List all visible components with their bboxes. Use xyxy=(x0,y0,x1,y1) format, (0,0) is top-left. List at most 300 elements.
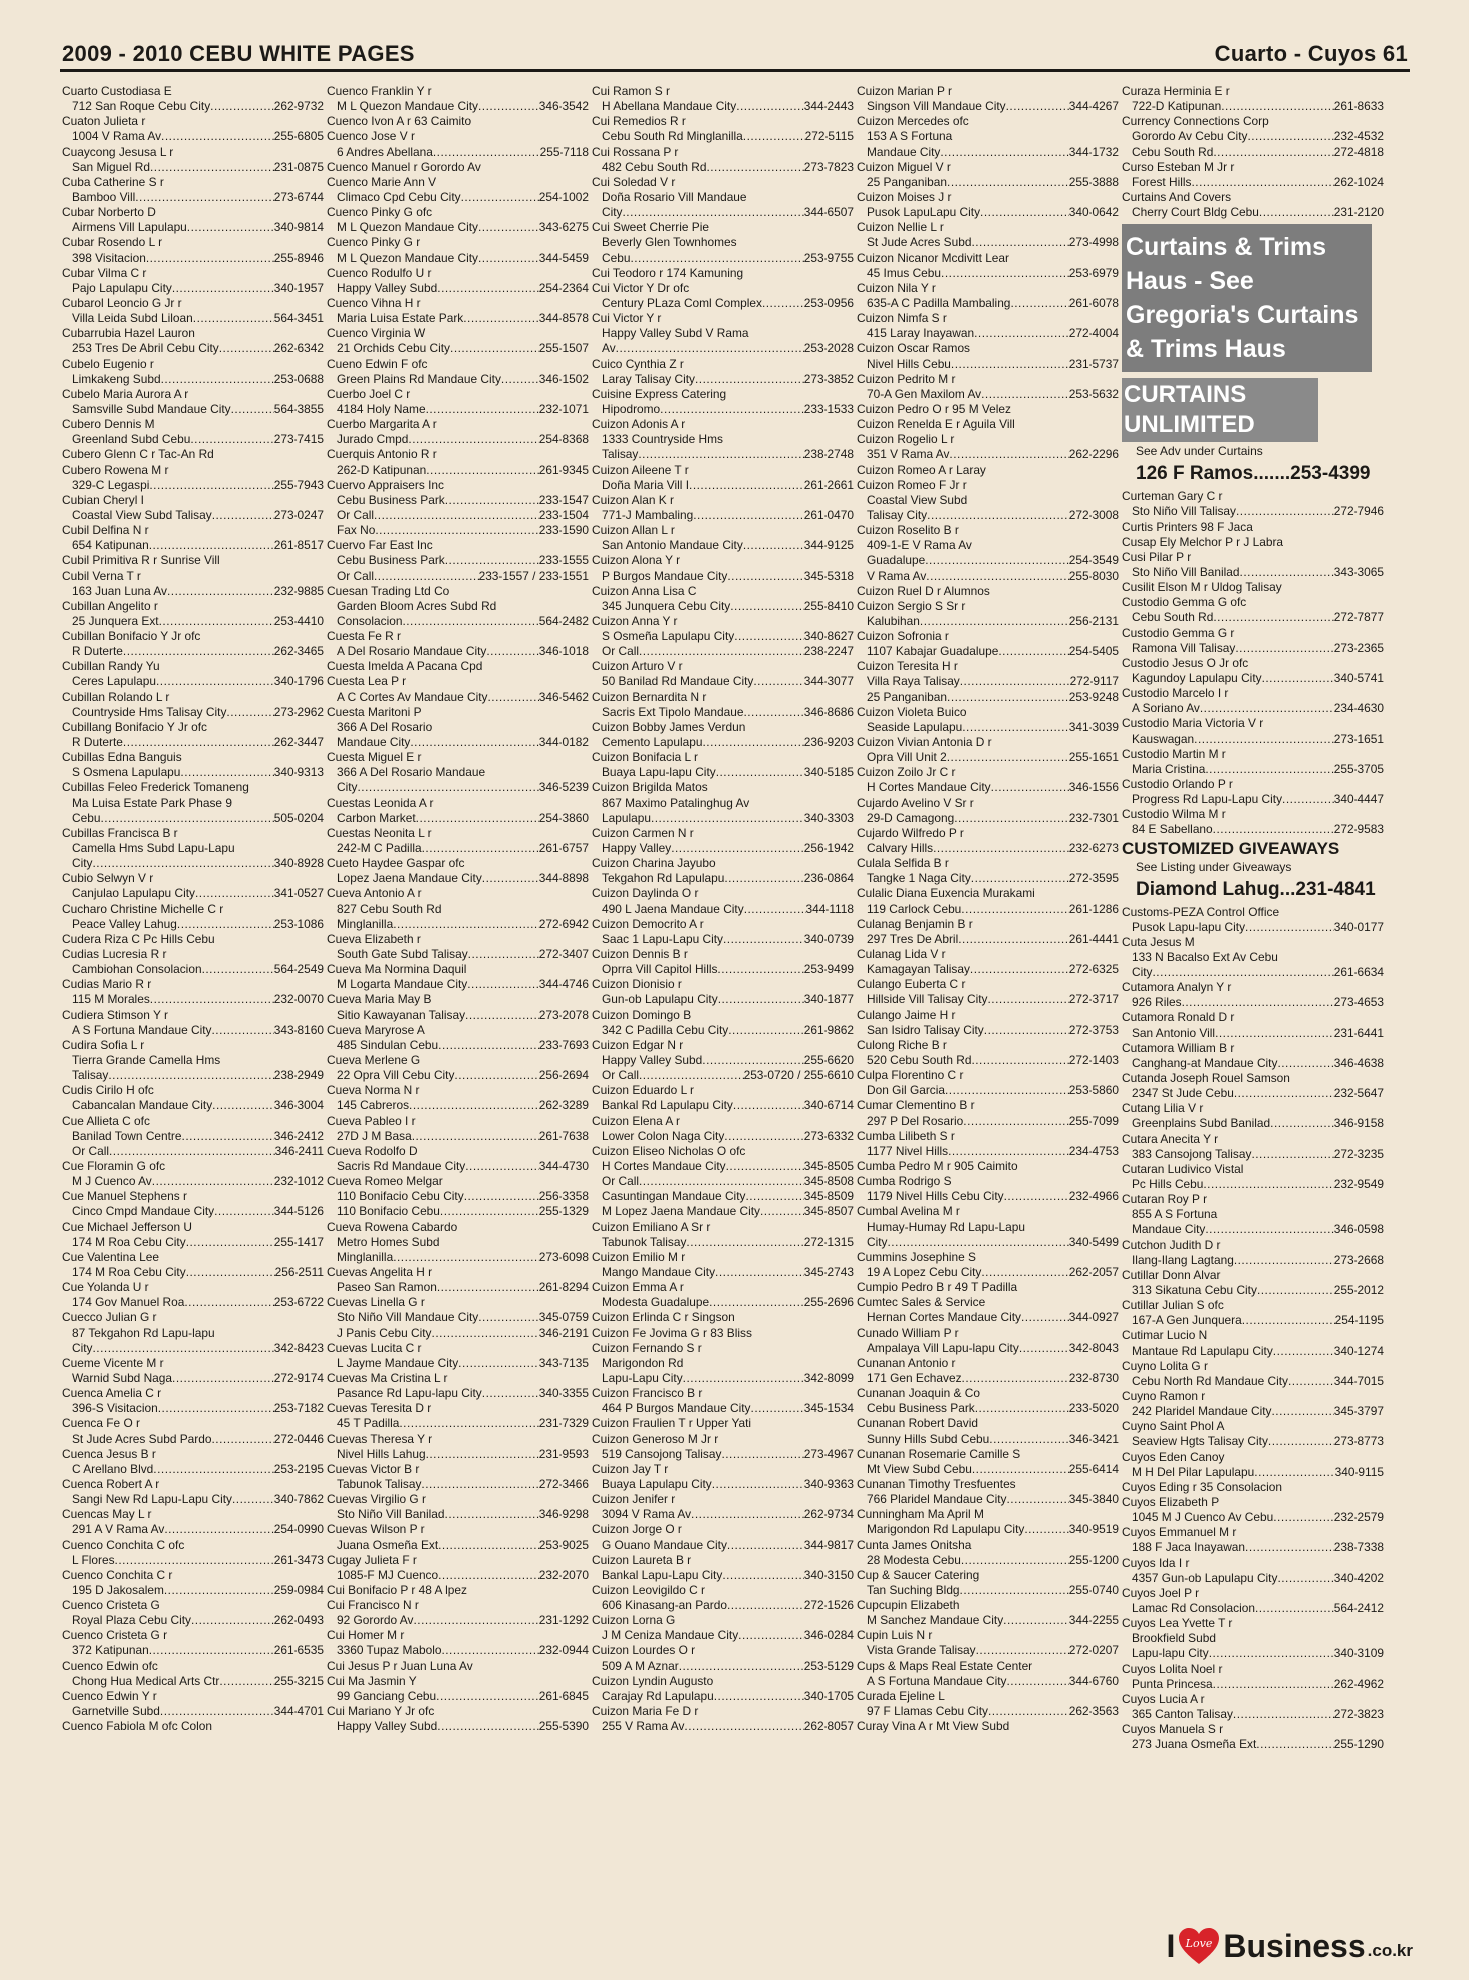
listing-name: Cuenco Cristeta G r xyxy=(62,1628,168,1643)
listing-name: Cutillar Donn Alvar xyxy=(1122,1267,1221,1282)
listing-phone: 340-9519 xyxy=(1068,1522,1119,1537)
listing-address-phone xyxy=(327,251,589,266)
listing-address-phone xyxy=(857,674,1119,689)
dot-leader xyxy=(926,569,1068,584)
listing-address-phone xyxy=(327,1204,589,1219)
listing-address-phone xyxy=(327,1477,589,1492)
listing-address-phone xyxy=(592,447,854,462)
listing-name: Cugay Julieta F r xyxy=(327,1552,417,1567)
listing-address: 4357 Gun-ob Lapulapu City xyxy=(1132,1570,1278,1585)
logo-love-text: Love xyxy=(1186,1937,1213,1950)
listing-address-phone xyxy=(62,1204,324,1219)
curtains-unlimited-ad: CURTAINS UNLIMITED xyxy=(1122,378,1318,442)
listing-address: San Isidro Talisay City xyxy=(867,1022,984,1037)
listing-name: Cuizon Aileene T r xyxy=(592,462,689,477)
listing-name: Cudiera Stimson Y r xyxy=(62,1007,168,1022)
listing-name: Cuizon Edgar N r xyxy=(592,1037,684,1052)
dot-leader xyxy=(961,1553,1069,1568)
dot-leader xyxy=(760,1204,804,1219)
listing-name: Cuaton Julieta r xyxy=(62,114,146,129)
listing-name: Cumar Clementino B r xyxy=(857,1098,975,1113)
listing-address: Ma Luisa Estate Park Phase 9 xyxy=(72,795,232,810)
listing-address: R Duterte xyxy=(72,735,123,750)
listing-name: Cubillan Randy Yu xyxy=(62,659,160,674)
listing-name: Cubero Rowena M r xyxy=(62,462,169,477)
listing-phone: 255-0740 xyxy=(1068,1582,1119,1597)
listing-phone: 232-5647 xyxy=(1333,1086,1384,1101)
listing-phone: 261-6535 xyxy=(273,1643,324,1658)
dot-leader xyxy=(717,962,803,977)
dot-leader xyxy=(743,705,803,720)
listing-address: 50 Banilad Rd Mandaue City xyxy=(602,674,754,689)
dot-leader xyxy=(706,160,803,175)
listing-address: 366 A Del Rosario xyxy=(337,719,433,734)
dot-leader xyxy=(887,1235,1068,1250)
dot-leader xyxy=(684,1719,803,1734)
listing-name: Cuizon Jorge O r xyxy=(592,1522,682,1537)
listing-address-phone xyxy=(62,1129,324,1144)
listing-name: Cuyos Manuela S r xyxy=(1122,1722,1224,1737)
listing-phone: 346-2411 xyxy=(274,1143,324,1158)
listing-phone: 253-5129 xyxy=(803,1658,854,1673)
listing-address-phone xyxy=(62,478,324,493)
listing-address-phone xyxy=(327,1159,589,1174)
listing-address-phone xyxy=(857,1114,1119,1129)
listing-address-phone xyxy=(327,614,589,629)
listing-address-phone xyxy=(857,508,1119,523)
listing-name: Cuyno Lolita G r xyxy=(1122,1358,1208,1373)
dot-leader xyxy=(1277,1056,1333,1071)
listing-phone: 344-2443 xyxy=(803,99,854,114)
listing-address-phone xyxy=(857,447,1119,462)
listing-address: Ramona Vill Talisay xyxy=(1132,640,1236,655)
listing-name: Cuizon Alan K r xyxy=(592,492,674,507)
dot-leader xyxy=(152,1174,274,1189)
listing-address-phone xyxy=(62,1674,324,1689)
dot-leader xyxy=(686,1235,803,1250)
listing-phone: 253-5632 xyxy=(1068,386,1119,401)
listing-phone: 273-7823 xyxy=(803,159,854,174)
listing-phone: 261-3473 xyxy=(273,1552,324,1567)
listing-name: Cudis Cirilo H ofc xyxy=(62,1083,154,1098)
listing-phone: 232-7301 xyxy=(1068,810,1119,825)
listing-address: Pc Hills Cebu xyxy=(1132,1177,1204,1192)
listing-phone: 253-0956 xyxy=(803,295,854,310)
listing-phone: 340-5741 xyxy=(1333,670,1384,685)
listing-phone: 272-3466 xyxy=(538,1476,589,1491)
listing-address: San Antonio Vill xyxy=(1132,1025,1216,1040)
dot-leader xyxy=(738,1628,804,1643)
listing-phone: 256-2131 xyxy=(1068,613,1119,628)
listing-address-phone xyxy=(327,372,589,387)
listing-address: Minglanilla xyxy=(337,916,394,931)
listing-name: Cui Homer M r xyxy=(327,1628,405,1643)
listing-address: Kalubihan xyxy=(867,613,920,628)
listing-name: Cudera Riza C Pc Hills Cebu xyxy=(62,931,215,946)
listing-phone: 234-4630 xyxy=(1333,701,1384,716)
listing-phone: 505-0204 xyxy=(273,810,324,825)
dot-leader xyxy=(733,1098,804,1113)
dot-leader xyxy=(1233,1707,1334,1722)
listing-address: 242-M C Padilla xyxy=(337,841,422,856)
listing-address-phone xyxy=(1122,1707,1384,1722)
listing-phone: 344-8898 xyxy=(538,871,589,886)
listing-address: 827 Cebu South Rd xyxy=(337,901,442,916)
listing-address: Jurado Cmpd xyxy=(337,432,409,447)
listing-phone: 253-9499 xyxy=(803,962,854,977)
listing-phone: 272-0446 xyxy=(273,1431,324,1446)
listing-phone: 261-2661 xyxy=(803,477,854,492)
listing-phone: 340-3109 xyxy=(1333,1646,1384,1661)
listing-address-phone xyxy=(62,1553,324,1568)
listing-address-phone xyxy=(327,1643,589,1658)
dot-leader xyxy=(1268,1434,1334,1449)
listing-phone: 255-3215 xyxy=(273,1673,324,1688)
listing-name: Custodio Gemma G r xyxy=(1122,625,1235,640)
listing-phone: 344-4730 xyxy=(538,1158,589,1173)
dot-leader xyxy=(1240,565,1334,580)
listing-phone: 261-0470 xyxy=(803,507,854,522)
listing-name: Cuyos Ida I r xyxy=(1122,1555,1190,1570)
dot-leader xyxy=(744,902,806,917)
listing-address: L Jayme Mandaue City xyxy=(337,1355,459,1370)
listing-name: Cubillang Bonifacio Y Jr ofc xyxy=(62,719,207,734)
listing-address: 45 Imus Cebu xyxy=(867,265,942,280)
listing-name: Cuenco Rodulfo U r xyxy=(327,265,432,280)
listing-address: Sto Niño Vill Talisay xyxy=(1132,504,1236,519)
listing-name: Cui Bonifacio P r 48 A lpez xyxy=(327,1582,467,1597)
listing-address: Vista Grande Talisay xyxy=(867,1643,976,1658)
listing-address: Cinco Cmpd Mandaue City xyxy=(72,1204,215,1219)
listing-name: Cuizon Democrito A r xyxy=(592,916,704,931)
listing-address-phone xyxy=(1122,1510,1384,1525)
listing-address: C Arellano Blvd xyxy=(72,1461,154,1476)
listing-phone: 232-1071 xyxy=(538,401,589,416)
dot-leader xyxy=(730,599,803,614)
listing-phone: 261-6757 xyxy=(538,841,589,856)
listing-address: 771-J Mambaling xyxy=(602,507,694,522)
listing-address: Peace Valley Lahug xyxy=(72,916,177,931)
listing-address: 855 A S Fortuna xyxy=(1132,1207,1218,1222)
listing-phone: 273-2078 xyxy=(538,1007,589,1022)
dot-leader xyxy=(123,735,274,750)
listing-address: Kagundoy Lapulapu City xyxy=(1132,670,1262,685)
listing-phone: 345-3840 xyxy=(1068,1492,1119,1507)
listing-address-phone xyxy=(327,190,589,205)
listing-name: Cuizon Violeta Buico xyxy=(857,704,967,719)
listing-address: Greenplains Subd Banilad xyxy=(1132,1116,1271,1131)
listing-name: Cuenco Cristeta G xyxy=(62,1598,160,1613)
listing-address: Marigondon Rd xyxy=(602,1355,684,1370)
dot-leader xyxy=(486,644,538,659)
dot-leader xyxy=(947,175,1069,190)
listing-phone: 344-0927 xyxy=(1068,1310,1119,1325)
listing-address: Kauswagan xyxy=(1132,731,1195,746)
listing-address: 174 M Roa Cebu City xyxy=(72,1234,186,1249)
listing-name: Cui Sweet Cherrie Pie xyxy=(592,220,709,235)
listing-name: Curay Vina A r Mt View Subd xyxy=(857,1719,1010,1734)
listing-name: Cueva Pableo I r xyxy=(327,1113,416,1128)
dot-leader xyxy=(1271,1404,1333,1419)
listing-address: Or Call xyxy=(602,1174,639,1189)
listing-address-phone xyxy=(857,1189,1119,1204)
listing-name: Cui Victor Y r xyxy=(592,311,662,326)
listing-address-phone xyxy=(327,977,589,992)
listing-phone: 232-4966 xyxy=(1068,1189,1119,1204)
listing-phone: 346-1556 xyxy=(1068,780,1119,795)
dot-leader xyxy=(1282,792,1334,807)
listing-name: Cuizon Jenifer r xyxy=(592,1492,676,1507)
listing-address: 25 Panganiban xyxy=(867,174,948,189)
listing-address: 21 Orchids Cebu City xyxy=(337,341,451,356)
listing-address: Tierra Grande Camella Hms xyxy=(72,1053,221,1067)
dot-leader xyxy=(482,1386,539,1401)
listing-phone: 254-3549 xyxy=(1068,553,1119,568)
listing-address-phone xyxy=(857,1341,1119,1356)
listing-phone: 346-3542 xyxy=(538,99,589,114)
listing-name: Culong Riche B r xyxy=(857,1037,947,1052)
listing-address-phone xyxy=(592,811,854,826)
listing-name: Cummins Josephine S xyxy=(857,1249,976,1264)
listing-name: Cuizon Fernando S r xyxy=(592,1340,702,1355)
listing-name: Culpa Florentino C r xyxy=(857,1068,964,1083)
listing-phone: 231-2120 xyxy=(1333,205,1384,220)
dot-leader xyxy=(638,447,803,462)
dot-leader xyxy=(1006,1492,1068,1507)
dot-leader xyxy=(172,281,274,296)
dot-leader xyxy=(212,508,274,523)
dot-leader xyxy=(437,1719,538,1734)
listing-name: Cueno Edwin F ofc xyxy=(327,356,428,371)
listing-address-phone xyxy=(327,1689,589,1704)
listing-name: Cuevas Wilson P r xyxy=(327,1522,425,1537)
listing-name: Culango Jaime H r xyxy=(857,1007,956,1022)
listing-phone: 564-2549 xyxy=(273,962,324,977)
listing-address-phone xyxy=(857,387,1119,402)
listing-address: 171 Gen Echavez xyxy=(867,1370,962,1385)
listing-address-phone xyxy=(62,160,324,175)
listing-name: Cuizon Charina Jayubo xyxy=(592,856,716,871)
dot-leader xyxy=(438,1038,539,1053)
listing-name: Curso Esteban M Jr r xyxy=(1122,159,1235,174)
listing-name: Cubian Cheryl I xyxy=(62,492,144,507)
listing-address-phone xyxy=(857,750,1119,765)
listing-name: Cubillas Francisca B r xyxy=(62,825,178,840)
listing-address-phone xyxy=(62,992,324,1007)
listing-name: Cuerbo Margarita A r xyxy=(327,417,437,432)
listing-address: Or Call xyxy=(72,1143,109,1158)
dot-leader xyxy=(723,932,804,947)
listing-address: 464 P Burgos Mandaue City xyxy=(602,1401,751,1416)
listing-address: 70-A Gen Maxilom Av xyxy=(867,386,982,401)
listing-address-phone xyxy=(857,614,1119,629)
listing-phone: 255-1651 xyxy=(1068,750,1119,765)
listing-column-5 xyxy=(1122,84,1384,1910)
listing-name: Cuevas Virgilio G r xyxy=(327,1492,426,1507)
listing-address: South Gate Subd Talisay xyxy=(337,947,468,962)
listing-name: Cusi Pilar P r xyxy=(1122,549,1192,564)
dot-leader xyxy=(981,387,1069,402)
dot-leader xyxy=(438,1538,539,1553)
listing-address-phone xyxy=(1122,732,1384,747)
listing-phone: 272-1526 xyxy=(803,1598,854,1613)
listing-phone: 233-7693 xyxy=(538,1037,589,1052)
listing-address: Minglanilla xyxy=(337,1249,394,1264)
listing-name: Cutaran Roy P r xyxy=(1122,1192,1208,1207)
listing-address: Juana Osmeña Ext xyxy=(337,1537,439,1552)
listing-address-phone xyxy=(62,1341,324,1356)
listing-name: Cubar Vilma C r xyxy=(62,265,147,280)
listing-address-phone xyxy=(1122,762,1384,777)
listing-name: Cuyos Eding r 35 Consolacion xyxy=(1122,1479,1282,1494)
listing-name: Cuizon Emilio M r xyxy=(592,1249,686,1264)
listing-address-phone xyxy=(1122,1344,1384,1359)
listing-address-phone xyxy=(327,569,589,584)
listing-name: Cueto Haydee Gaspar ofc xyxy=(327,856,465,871)
listing-address: 4184 Holy Name xyxy=(337,401,426,416)
listing-address-phone xyxy=(857,296,1119,311)
dot-leader xyxy=(501,372,539,387)
listing-phone: 231-5737 xyxy=(1068,356,1119,371)
listing-column-3 xyxy=(592,84,854,1910)
listing-address: M H Del Pilar Lapulapu xyxy=(1132,1464,1255,1479)
listing-address: 28 Modesta Cebu xyxy=(867,1552,961,1567)
listing-address: Sangi New Rd Lapu-Lapu City xyxy=(72,1492,232,1507)
listing-address: 342 C Padilla Cebu City xyxy=(602,1022,729,1037)
dot-leader xyxy=(745,1189,803,1204)
dot-leader xyxy=(736,99,804,114)
listing-address: Canjulao Lapulapu City xyxy=(72,886,195,901)
listing-name: Cuizon Eduardo L r xyxy=(592,1083,695,1098)
listing-phone: 254-3860 xyxy=(538,810,589,825)
listing-address-phone xyxy=(62,705,324,720)
listing-address-phone xyxy=(327,281,589,296)
listing-phone: 262-4962 xyxy=(1333,1676,1384,1691)
listing-phone: 345-1534 xyxy=(803,1401,854,1416)
dot-leader xyxy=(135,190,274,205)
listing-name: Cuizon Pedrito M r xyxy=(857,371,956,386)
listing-address: 115 M Morales xyxy=(72,992,150,1007)
listing-address: 291 A V Rama Av xyxy=(72,1522,165,1537)
listing-phone: 343-7135 xyxy=(538,1355,589,1370)
listing-address: Countryside Hms Talisay City xyxy=(72,704,227,719)
listing-address: Garden Bloom Acres Subd Rd xyxy=(337,598,497,613)
listing-address: Seaside Lapulapu xyxy=(867,719,963,734)
dot-leader xyxy=(399,1416,538,1431)
listing-phone: 254-2364 xyxy=(538,280,589,295)
listing-address-phone xyxy=(62,765,324,780)
listing-phone: 253-6979 xyxy=(1068,265,1119,280)
listing-name: Cudias Lucresia R r xyxy=(62,947,167,962)
listing-address: Lapu-Lapu City xyxy=(602,1370,683,1385)
dot-leader xyxy=(1209,1646,1334,1661)
listing-phone: 261-1286 xyxy=(1068,901,1119,916)
dot-leader xyxy=(402,614,538,629)
dot-leader xyxy=(987,992,1068,1007)
dot-leader xyxy=(949,447,1068,462)
listing-name: Cuizon Nellie L r xyxy=(857,220,944,235)
listing-name: Cuevas Angelita H r xyxy=(327,1264,433,1279)
listing-phone: 273-2668 xyxy=(1333,1252,1384,1267)
listing-address: Hipodromo xyxy=(602,401,661,416)
dot-leader xyxy=(1006,99,1069,114)
listing-address-phone xyxy=(857,1553,1119,1568)
dot-leader xyxy=(702,1053,803,1068)
listing-address: Maria Luisa Estate Park xyxy=(337,311,464,326)
listing-name: Cuizon Mercedes ofc xyxy=(857,114,969,129)
listing-address-phone xyxy=(62,1401,324,1416)
listing-address: 372 Katipunan xyxy=(72,1643,149,1658)
listing-address: 867 Maximo Patalinghug Av xyxy=(602,795,750,810)
listing-phone: 254-1195 xyxy=(1334,1313,1384,1328)
listing-address-phone xyxy=(592,341,854,356)
listing-address-phone xyxy=(327,1416,589,1431)
listing-name: Currency Connections Corp xyxy=(1122,114,1269,129)
listing-phone: 345-0759 xyxy=(538,1310,589,1325)
listing-address: 99 Ganciang Cebu xyxy=(337,1688,437,1703)
listing-name: Cuizon Anna Y r xyxy=(592,613,678,628)
dot-leader xyxy=(622,205,803,220)
listing-phone: 255-8030 xyxy=(1068,568,1119,583)
listing-phone: 340-1957 xyxy=(273,280,324,295)
listing-address: 153 A S Fortuna xyxy=(867,129,953,144)
listing-address-phone xyxy=(62,1462,324,1477)
dot-leader xyxy=(727,569,803,584)
listing-address-phone xyxy=(327,1189,589,1204)
dot-leader xyxy=(974,326,1069,341)
dot-leader xyxy=(951,357,1069,372)
listing-address: Limkakeng Subd xyxy=(72,371,161,386)
listing-phone: 262-3563 xyxy=(1068,1704,1119,1719)
listing-phone: 343-3065 xyxy=(1333,564,1384,579)
listing-name: Cubelo Eugenio r xyxy=(62,356,154,371)
listing-address: 1179 Nivel Hills Cebu City xyxy=(867,1189,1004,1204)
dot-leader xyxy=(1203,1177,1333,1192)
listing-phone: 345-8507 xyxy=(803,1204,854,1219)
listing-address: Or Call xyxy=(602,644,639,659)
dot-leader xyxy=(182,1129,274,1144)
dot-leader xyxy=(180,765,273,780)
listing-address-phone xyxy=(592,569,854,584)
listing-name: Cubarol Leoncio G Jr r xyxy=(62,295,182,310)
listing-address-phone xyxy=(592,1659,854,1674)
listing-name: Custodio Maria Victoria V r xyxy=(1122,716,1264,731)
listing-address: 1333 Countryside Hms xyxy=(602,432,723,447)
listing-address-phone xyxy=(62,674,324,689)
listing-phone: 238-2949 xyxy=(273,1068,324,1083)
listing-address: Oprra Vill Capitol Hills xyxy=(602,962,718,977)
listing-address: Samsville Subd Mandaue City xyxy=(72,401,231,416)
listing-address: A Soriano Av xyxy=(1132,701,1200,716)
listing-name: Cui Rossana P r xyxy=(592,144,679,159)
listing-address-phone xyxy=(857,1704,1119,1719)
dot-leader xyxy=(458,1356,539,1371)
dot-leader xyxy=(660,402,804,417)
listing-phone: 342-8043 xyxy=(1068,1340,1119,1355)
dot-leader xyxy=(478,99,539,114)
listing-address: Cebu Business Park xyxy=(867,1401,975,1416)
dot-leader xyxy=(709,1295,804,1310)
listing-phone: 344-4701 xyxy=(273,1704,324,1719)
listing-phone: 344-2255 xyxy=(1068,1613,1119,1628)
listing-phone: 255-1200 xyxy=(1068,1552,1119,1567)
listing-address-phone xyxy=(1122,610,1384,625)
listing-address: City xyxy=(72,856,93,871)
dot-leader xyxy=(445,493,539,508)
listing-address-phone xyxy=(62,1098,324,1113)
listing-address-phone xyxy=(592,160,854,175)
listing-address-phone xyxy=(62,1583,324,1598)
